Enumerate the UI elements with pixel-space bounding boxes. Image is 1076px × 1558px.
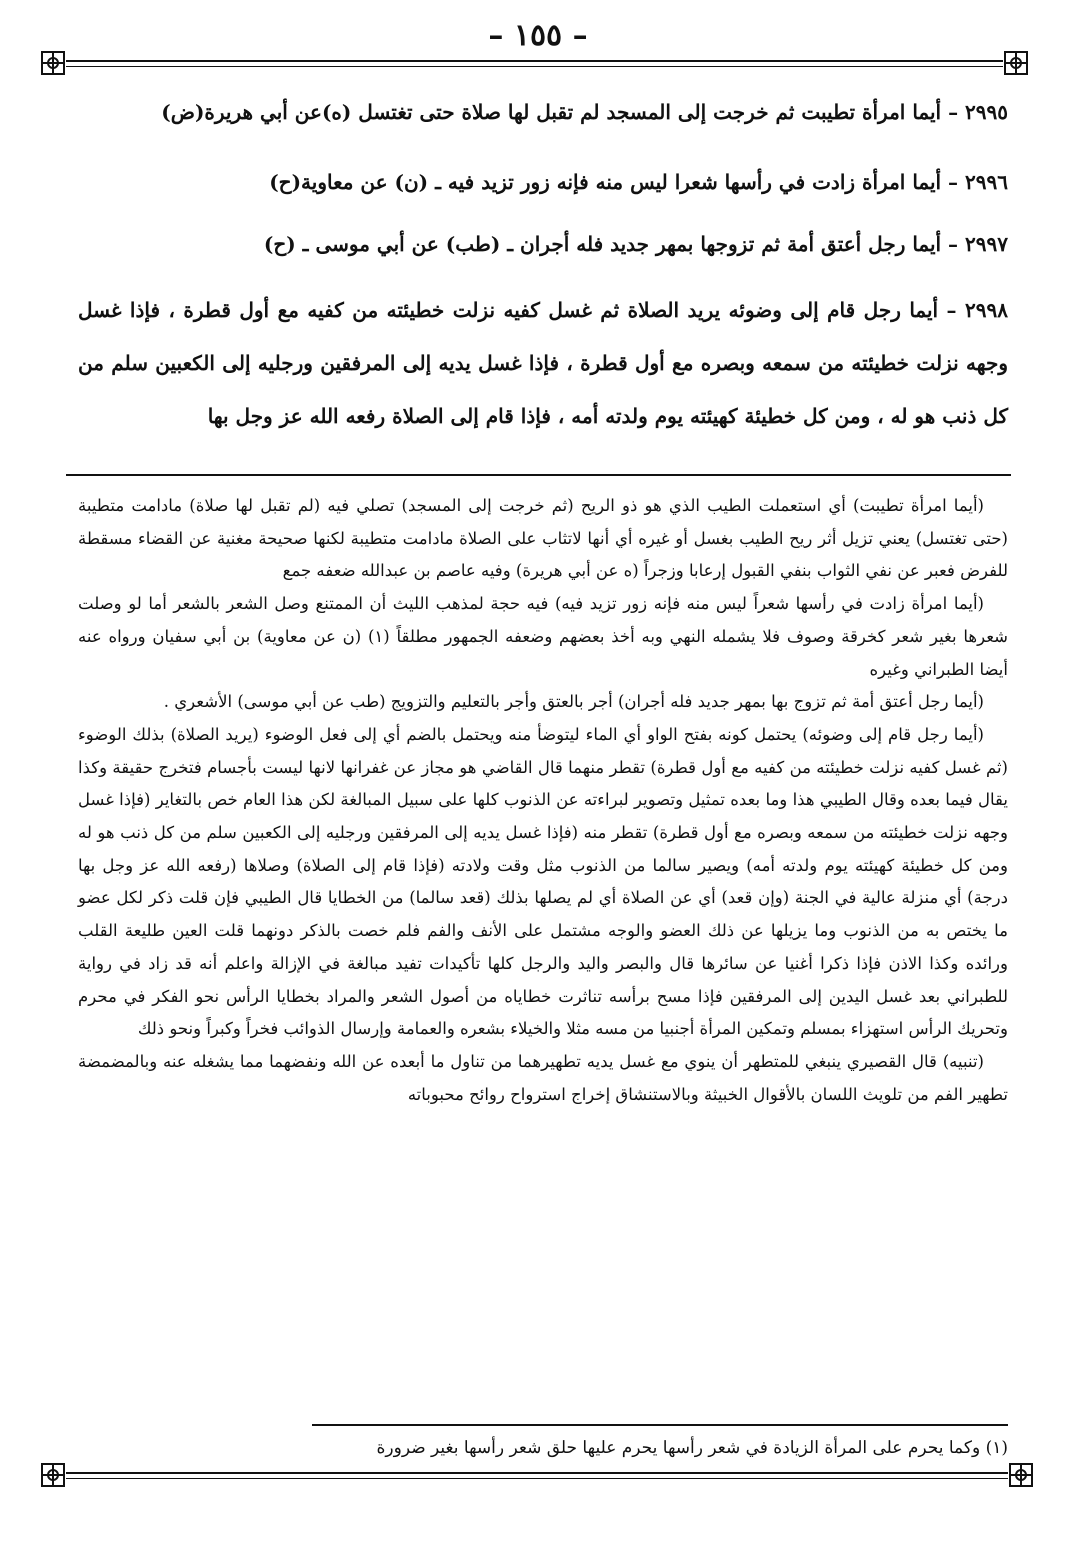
bottom-border-rule [66, 1472, 1008, 1474]
top-border-rule-thin [66, 66, 1003, 67]
hadith-2996: ٢٩٩٦ – أيما امرأة زادت في رأسها شعرا ليس منه فإنه زور تزيد فيه ـ (ن) عن معاوية(ح) [269, 170, 1008, 194]
corner-ornament-icon [1008, 1462, 1034, 1488]
footnote: (١) وكما يحرم على المرأة الزيادة في شعر رأسها يحرم عليها حلق شعر رأسها بغير ضرورة [376, 1438, 1008, 1458]
top-border-rule [66, 60, 1003, 62]
commentary-paragraph: (أيما رجل أعتق أمة ثم تزوج بها بمهر جديد فله أجران) أجر بالعتق وأجر بالتعليم والتزويج (طب عن أبي موسى) الأشعري . [163, 692, 984, 712]
section-divider [66, 474, 1011, 476]
commentary-paragraph: (تنبيه) قال القصيري ينبغي للمتطهر أن ينوي مع غسل يديه تطهيرهما من تناول ما أبعده عن الله ونفضهما مما يشغله عنه وبالمضمضة تطهير الفم من تلويث اللسان بالأقوال الخبيثة وبالاستنشاق إخراج استرواح روائح محبوباته [78, 1051, 1008, 1104]
bottom-border-rule-thin [66, 1478, 1008, 1479]
page-number: – ١٥٥ – [488, 18, 588, 53]
hadith-2995: ٢٩٩٥ – أيما امرأة تطيبت ثم خرجت إلى المسجد لم تقبل لها صلاة حتى تغتسل (ه)عن أبي هريرة(ض) [161, 100, 1008, 124]
corner-ornament-icon [40, 1462, 66, 1488]
footnote-rule [312, 1424, 1008, 1426]
hadith-2998: ٢٩٩٨ – أيما رجل قام إلى وضوئه يريد الصلاة ثم غسل كفيه نزلت خطيئته من كفيه مع أول قطرة ، فإذا غسل وجهه نزلت خطيئته من سمعه وبصره مع أول قطرة ، فإذا غسل يديه إلى المرفقين ورجليه إلى الكعبين سلم من كل ذنب هو له ، ومن كل خطيئة كهيئته يوم ولدته أمه ، فإذا قام إلى الصلاة رفعه الله عز وجل بها [78, 298, 1008, 428]
commentary-paragraph: (أيما امرأة تطيبت) أي استعملت الطيب الذي هو ذو الريح (ثم خرجت إلى المسجد) تصلي فيه (لم تقبل لها صلاة) مادامت متطيبة (حتى تغتسل) يعني تزيل أثر ريح الطيب بغسل أو غيره أي أنها لاتثاب على الصلاة مادامت متطيبة لكنها صحيحة مغنية عن القضاء مسقطة للفرض فعبر عن نفي الثواب بنفي القبول إرعابا وزجراً (ه عن أبي هريرة) وفيه عاصم بن عبدالله ضعفه جمع [78, 496, 1008, 581]
commentary-paragraph: (أيما امرأة زادت في رأسها شعراً ليس منه فإنه زور تزيد فيه) فيه حجة لمذهب الليث أن الممتنع وصل الشعر بالشعر أما لو وصلت شعرها بغير شعر كخرقة وصوف فلا يشمله النهي وبه أخذ بعضهم وضعفه الجمهور مطلقاً (١) (ن عن معاوية) بن أبي سفيان ورواه عنه أيضا الطبراني وغيره [78, 594, 1008, 679]
commentary-paragraph: (أيما رجل قام إلى وضوئه) يحتمل كونه بفتح الواو أي الماء ليتوضأ منه ويحتمل بالضم أي إلى فعل الوضوء (يريد الصلاة) بذلك الوضوء (ثم غسل كفيه نزلت خطيئته من كفيه مع أول قطرة) تقطر منهما قال القاضي هو مجاز عن غفرانها لانها ليست بأجسام فتخرج حقيقة وكذا يقال فيما بعده وقال الطيبي هذا وما بعده تمثيل وتصوير لبراءته عن الذنوب كلها على سبيل المبالغة لكن هذا العام خص بالتغاير (فإذا غسل وجهه نزلت خطيئته من سمعه وبصره مع أول قطرة) تقطر منه (فإذا غسل يديه إلى المرفقين ورجليه إلى الكعبين سلم من كل ذنب هو له ومن كل خطيئة كهيئته يوم ولدته أمه) ويصير سالما من الذنوب مثل وقت ولادته (فإذا قام إلى الصلاة) وصلاها (رفعه الله عز وجل بها درجة) أي منزلة عالية في الجنة (وإن قعد) أي عن الصلاة أي لم يصلها بذلك (قعد سالما) من الخطايا قال الطيبي فإن قلت ذكر لكل عضو ما يختص به من الذنوب وما يزيلها عن ذلك العضو والوجه مشتمل على الأنف والفم فلم خصت بالذكر دونهما قلت العين طليعة القلب ورائده وكذا الاذن فإذا ذكرا أغنيا عن سائرها قال والبصر واليد والرجل كلها تأكيدات تفيد مبالغة في الإزالة واعلم أنه قد زاد في رواية للطبراني بعد غسل اليدين إلى المرفقين فإذا مسح برأسه تناثرت خطاياه من أصول الشعر والمراد بخطايا الرأس نحو الفكر في محرم وتحريك الرأس استهزاء بمسلم وتمكين المرأة أجنبيا من مسه مثلا والخيلاء بشعره والعمامة وإرسال الذوائب فخراً وكبراً ونحو ذلك [78, 724, 1008, 1039]
corner-ornament-icon [40, 50, 66, 76]
commentary [78, 490, 1008, 1111]
hadith-2997: ٢٩٩٧ – أيما رجل أعتق أمة ثم تزوجها بمهر جديد فله أجران ـ (طب) عن أبي موسى ـ (ح) [263, 232, 1008, 256]
corner-ornament-icon [1003, 50, 1029, 76]
